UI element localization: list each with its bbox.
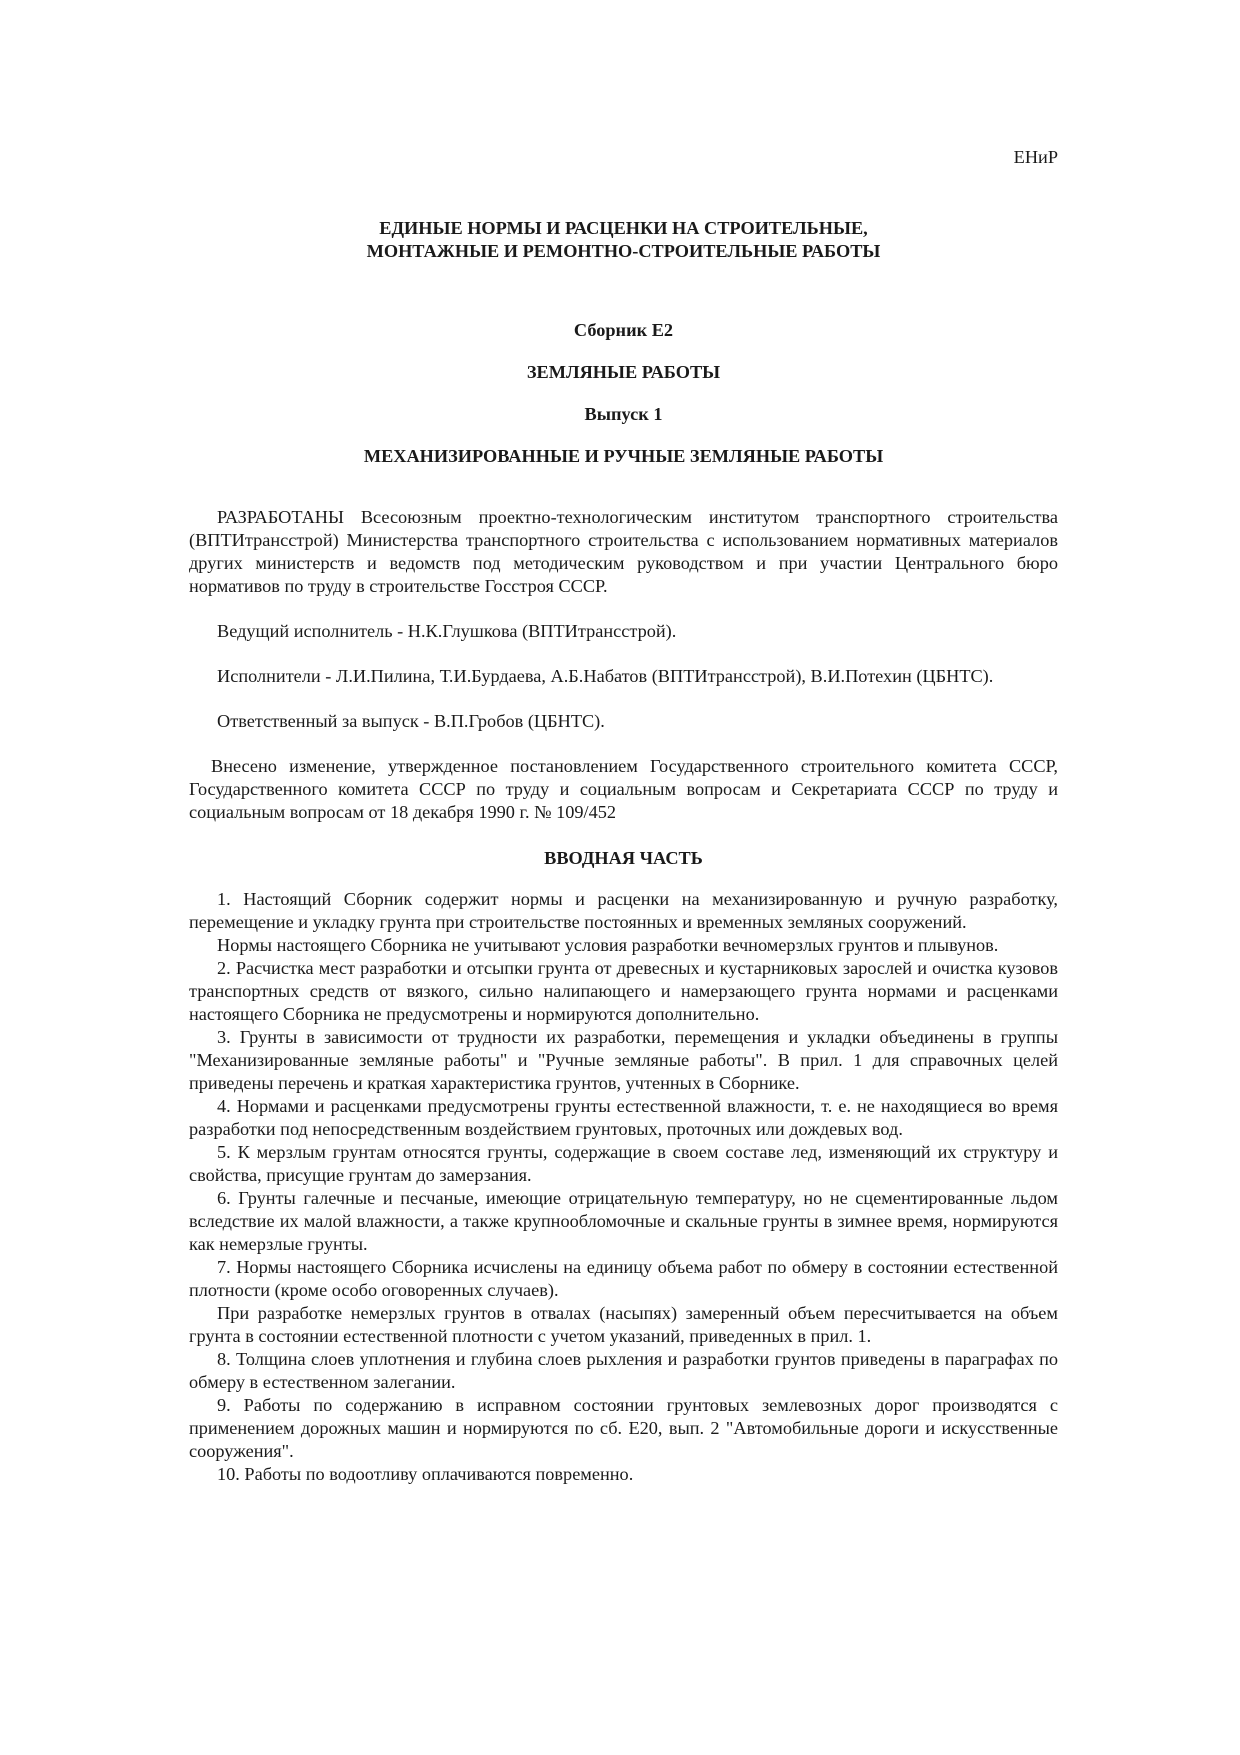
intro-paragraph: 7. Нормы настоящего Сборника исчислены на единицу объема работ по обмеру в состоянии естественной плотности (кроме особо оговоренных случаев).	[189, 1257, 1058, 1300]
intro-paragraph: 1. Настоящий Сборник содержит нормы и расценки на механизированную и ручную разработку, перемещение и укладку грунта при строительстве постоянных и временных земляных сооружений.	[189, 889, 1058, 932]
intro-paragraph: 3. Грунты в зависимости от трудности их разработки, перемещения и укладки объединены в группы "Механизированные земляные работы" и "Ручные земляные работы". В прил. 1 для справочных целей приведены перечень и краткая характеристика грунтов, учтенных в Сборнике.	[189, 1027, 1058, 1093]
intro-paragraph: 10. Работы по водоотливу оплачиваются повременно.	[217, 1464, 634, 1484]
intro-paragraph: При разработке немерзлых грунтов в отвалах (насыпях) замеренный объем пересчитывается на объем грунта в состоянии естественной плотности с учетом указаний, приведенных в прил. 1.	[189, 1303, 1058, 1346]
main-title-line-1: ЕДИНЫЕ НОРМЫ И РАСЦЕНКИ НА СТРОИТЕЛЬНЫЕ,	[379, 218, 868, 238]
intro-paragraph: 8. Толщина слоев уплотнения и глубина слоев рыхления и разработки грунтов приведены в параграфах по обмеру в естественном залегании.	[189, 1349, 1058, 1392]
intro-paragraph: Нормы настоящего Сборника не учитывают условия разработки вечномерзлых грунтов и плывунов.	[217, 935, 999, 955]
executors-paragraph: Исполнители - Л.И.Пилина, Т.И.Бурдаева, А.Б.Набатов (ВПТИтрансстрой), В.И.Потехин (ЦБНТС).	[217, 666, 994, 686]
main-title-line-2: МОНТАЖНЫЕ И РЕМОНТНО-СТРОИТЕЛЬНЫЕ РАБОТЫ	[366, 241, 881, 261]
section-title: ЗЕМЛЯНЫЕ РАБОТЫ	[526, 362, 721, 382]
intro-paragraph: 2. Расчистка мест разработки и отсыпки грунта от древесных и кустарниковых зарослей и очистка кузовов транспортных средств от вязкого, сильно налипающего и намерзающего грунта нормами и расценками настоящего Сборника не предусмотрены и нормируются дополнительно.	[189, 958, 1058, 1024]
developed-by-paragraph: РАЗРАБОТАНЫ Всесоюзным проектно-технологическим институтом транспортного строительства (ВПТИтрансстрой) Министерства транспортного строительства с использованием нормативных материалов других министерств и ведомств под методическим руководством и при участии Центрального бюро нормативов по труду в строительстве Госстроя СССР.	[189, 507, 1058, 596]
doc-code: ЕНиР	[1013, 147, 1058, 167]
issue-title: Выпуск 1	[584, 404, 663, 424]
intro-paragraph: 6. Грунты галечные и песчаные, имеющие отрицательную температуру, но не сцементированные льдом вследствие их малой влажности, а также крупнообломочные и скальные грунты в зимнее время, нормируются как немерзлые грунты.	[189, 1188, 1058, 1254]
amendment-paragraph: Внесено изменение, утвержденное постановлением Государственного строительного комитета СССР, Государственного комитета СССР по труду и социальным вопросам и Секретариата СССР по труду и социальным вопросам от 18 декабря 1990 г. № 109/452	[189, 756, 1058, 822]
intro-heading: ВВОДНАЯ ЧАСТЬ	[544, 848, 703, 868]
lead-executor-paragraph: Ведущий исполнитель - Н.К.Глушкова (ВПТИтрансстрой).	[217, 621, 677, 641]
issue-subtitle: МЕХАНИЗИРОВАННЫЕ И РУЧНЫЕ ЗЕМЛЯНЫЕ РАБОТЫ	[363, 446, 884, 466]
intro-body	[189, 888, 1058, 1486]
main-title	[189, 217, 1058, 263]
document-page	[189, 146, 1058, 1486]
responsible-paragraph: Ответственный за выпуск - В.П.Гробов (ЦБНТС).	[217, 711, 605, 731]
intro-paragraph: 4. Нормами и расценками предусмотрены грунты естественной влажности, т. е. не находящиеся во время разработки под непосредственным воздействием грунтовых, проточных или дождевых вод.	[189, 1096, 1058, 1139]
collection-title: Сборник Е2	[573, 320, 674, 340]
intro-paragraph: 9. Работы по содержанию в исправном состоянии грунтовых землевозных дорог производятся с применением дорожных машин и нормируются по сб. Е20, вып. 2 "Автомобильные дороги и искусственные сооружения".	[189, 1395, 1058, 1461]
intro-paragraph: 5. К мерзлым грунтам относятся грунты, содержащие в своем составе лед, изменяющий их структуру и свойства, присущие грунтам до замерзания.	[189, 1142, 1058, 1185]
